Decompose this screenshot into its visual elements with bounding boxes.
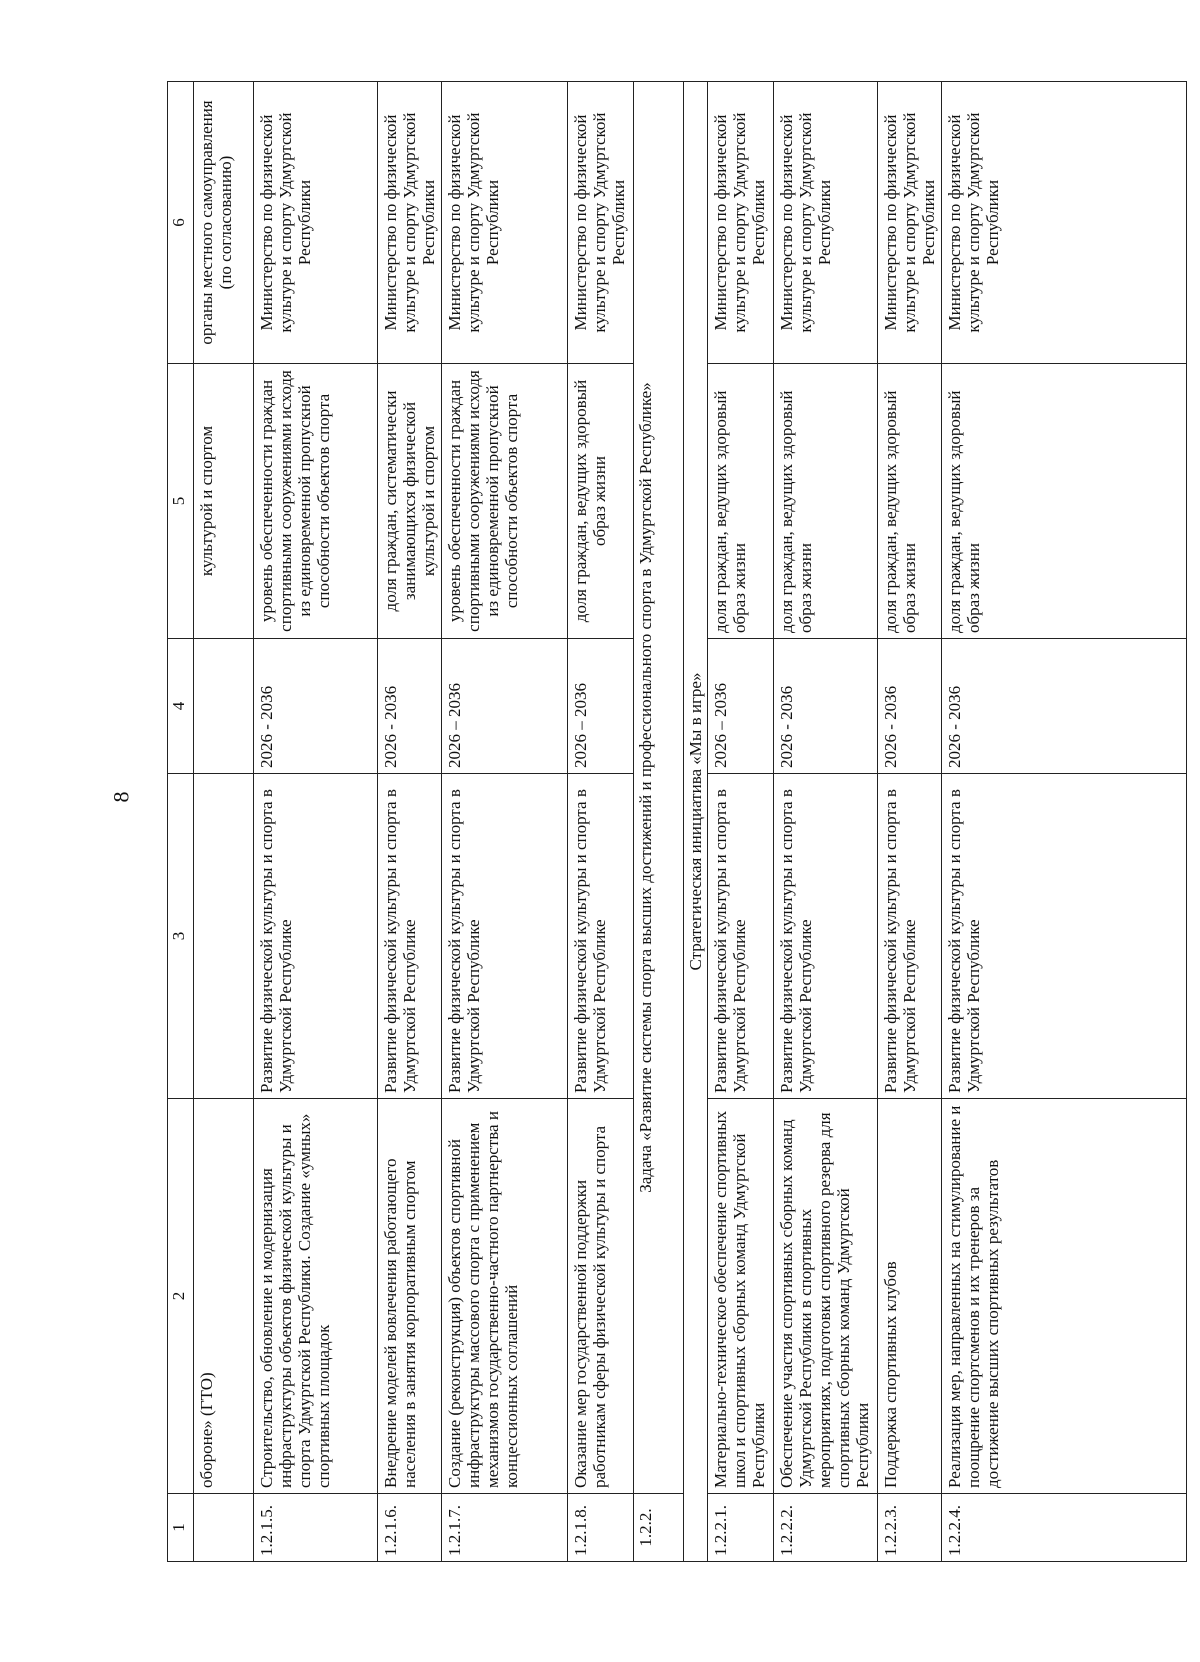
- table-row: [442, 82, 568, 1562]
- executor-cell: Министерство по физической культуре и спорту Удмуртской Республики: [942, 82, 1187, 364]
- action-cell: обороне» (ГТО): [194, 1099, 254, 1494]
- action-cell: Реализация мер, направленных на стимулирование и поощрение спортсменов и их тренеров за достижение высших спортивных результатов: [942, 1099, 1187, 1494]
- project-cell: Развитие физической культуры и спорта в Удмуртской Республике: [378, 774, 442, 1099]
- project-cell: Развитие физической культуры и спорта в Удмуртской Республике: [442, 774, 568, 1099]
- period-cell: 2026 - 2036: [878, 639, 942, 774]
- column-number: 5: [168, 364, 194, 639]
- period-cell: 2026 – 2036: [708, 639, 774, 774]
- action-cell: Материально-техническое обеспечение спортивных школ и спортивных сборных команд Удмуртской Республики: [708, 1099, 774, 1494]
- indicator-cell: доля граждан, систематически занимающихся физической культурой и спортом: [378, 364, 442, 639]
- indicator-cell: уровень обеспеченности граждан спортивными сооружениями исходя из единовременной пропускной способности объектов спорта: [254, 364, 378, 639]
- row-number: 1.2.1.7.: [442, 1494, 568, 1562]
- action-cell: Строительство, обновление и модернизация инфраструктуры объектов физической культуры и спорта Удмуртской Республики. Создание «умных» спортивных площадок: [254, 1099, 378, 1494]
- indicator-cell: доля граждан, ведущих здоровый образ жизни: [942, 364, 1187, 639]
- executor-cell: Министерство по физической культуре и спорту Удмуртской Республики: [774, 82, 878, 364]
- executor-cell: Министерство по физической культуре и спорту Удмуртской Республики: [878, 82, 942, 364]
- period-cell: 2026 - 2036: [378, 639, 442, 774]
- task-number: 1.2.2.: [634, 1494, 684, 1562]
- table-row: [254, 82, 378, 1562]
- action-cell: Внедрение моделей вовлечения работающего населения в занятия корпоративным спортом: [378, 1099, 442, 1494]
- table-row: [878, 82, 942, 1562]
- action-cell: Обеспечение участия спортивных сборных команд Удмуртской Республики в спортивных мероприятиях, подготовки спортивного резерва для спортивных сборных команд Удмуртской Республики: [774, 1099, 878, 1494]
- table-row: [942, 82, 1187, 1562]
- table-row: [194, 82, 254, 1562]
- table-row: [708, 82, 774, 1562]
- period-cell: [194, 639, 254, 774]
- initiative-title: Стратегическая инициатива «Мы в игре»: [684, 82, 708, 1562]
- column-number: 2: [168, 1099, 194, 1494]
- table-row: [774, 82, 878, 1562]
- project-cell: Развитие физической культуры и спорта в Удмуртской Республике: [942, 774, 1187, 1099]
- rotated-table-frame: [167, 82, 1187, 1562]
- project-cell: [194, 774, 254, 1099]
- period-cell: 2026 – 2036: [442, 639, 568, 774]
- row-number: 1.2.2.3.: [878, 1494, 942, 1562]
- initiative-row: [684, 82, 708, 1562]
- executor-cell: органы местного самоуправления (по согласованию): [194, 82, 254, 364]
- action-cell: Создание (реконструкция) объектов спортивной инфраструктуры массового спорта с применением механизмов государственно-частного партнерства и концессионных соглашений: [442, 1099, 568, 1494]
- table-row: [568, 82, 634, 1562]
- column-number: 3: [168, 774, 194, 1099]
- indicator-cell: доля граждан, ведущих здоровый образ жизни: [708, 364, 774, 639]
- column-number-row: [168, 82, 194, 1562]
- executor-cell: Министерство по физической культуре и спорту Удмуртской Республики: [378, 82, 442, 364]
- table-row: [378, 82, 442, 1562]
- project-cell: Развитие физической культуры и спорта в Удмуртской Республике: [568, 774, 634, 1099]
- row-number: 1.2.2.1.: [708, 1494, 774, 1562]
- row-number: 1.2.1.5.: [254, 1494, 378, 1562]
- row-number: 1.2.1.8.: [568, 1494, 634, 1562]
- row-number: 1.2.1.6.: [378, 1494, 442, 1562]
- indicator-cell: доля граждан, ведущих здоровый образ жизни: [878, 364, 942, 639]
- row-number: 1.2.2.4.: [942, 1494, 1187, 1562]
- task-title: Задача «Развитие системы спорта высших достижений и профессионального спорта в Удмуртской Республике»: [634, 82, 684, 1494]
- column-number: 1: [168, 1494, 194, 1562]
- measures-table: [167, 81, 1187, 1562]
- executor-cell: Министерство по физической культуре и спорту Удмуртской Республики: [568, 82, 634, 364]
- project-cell: Развитие физической культуры и спорта в Удмуртской Республике: [254, 774, 378, 1099]
- project-cell: Развитие физической культуры и спорта в Удмуртской Республике: [774, 774, 878, 1099]
- executor-cell: Министерство по физической культуре и спорту Удмуртской Республики: [254, 82, 378, 364]
- period-cell: 2026 – 2036: [568, 639, 634, 774]
- action-cell: Поддержка спортивных клубов: [878, 1099, 942, 1494]
- task-row: [634, 82, 684, 1562]
- period-cell: 2026 - 2036: [942, 639, 1187, 774]
- indicator-cell: культурой и спортом: [194, 364, 254, 639]
- indicator-cell: доля граждан, ведущих здоровый образ жизни: [568, 364, 634, 639]
- row-number: 1.2.2.2.: [774, 1494, 878, 1562]
- period-cell: 2026 - 2036: [774, 639, 878, 774]
- executor-cell: Министерство по физической культуре и спорту Удмуртской Республики: [442, 82, 568, 364]
- project-cell: Развитие физической культуры и спорта в Удмуртской Республике: [878, 774, 942, 1099]
- column-number: 6: [168, 82, 194, 364]
- period-cell: 2026 - 2036: [254, 639, 378, 774]
- row-number: [194, 1494, 254, 1562]
- column-number: 4: [168, 639, 194, 774]
- indicator-cell: доля граждан, ведущих здоровый образ жизни: [774, 364, 878, 639]
- page-number: 8: [108, 791, 134, 803]
- indicator-cell: уровень обеспеченности граждан спортивными сооружениями исходя из единовременной пропускной способности объектов спорта: [442, 364, 568, 639]
- executor-cell: Министерство по физической культуре и спорту Удмуртской Республики: [708, 82, 774, 364]
- action-cell: Оказание мер государственной поддержки работникам сферы физической культуры и спорта: [568, 1099, 634, 1494]
- project-cell: Развитие физической культуры и спорта в Удмуртской Республике: [708, 774, 774, 1099]
